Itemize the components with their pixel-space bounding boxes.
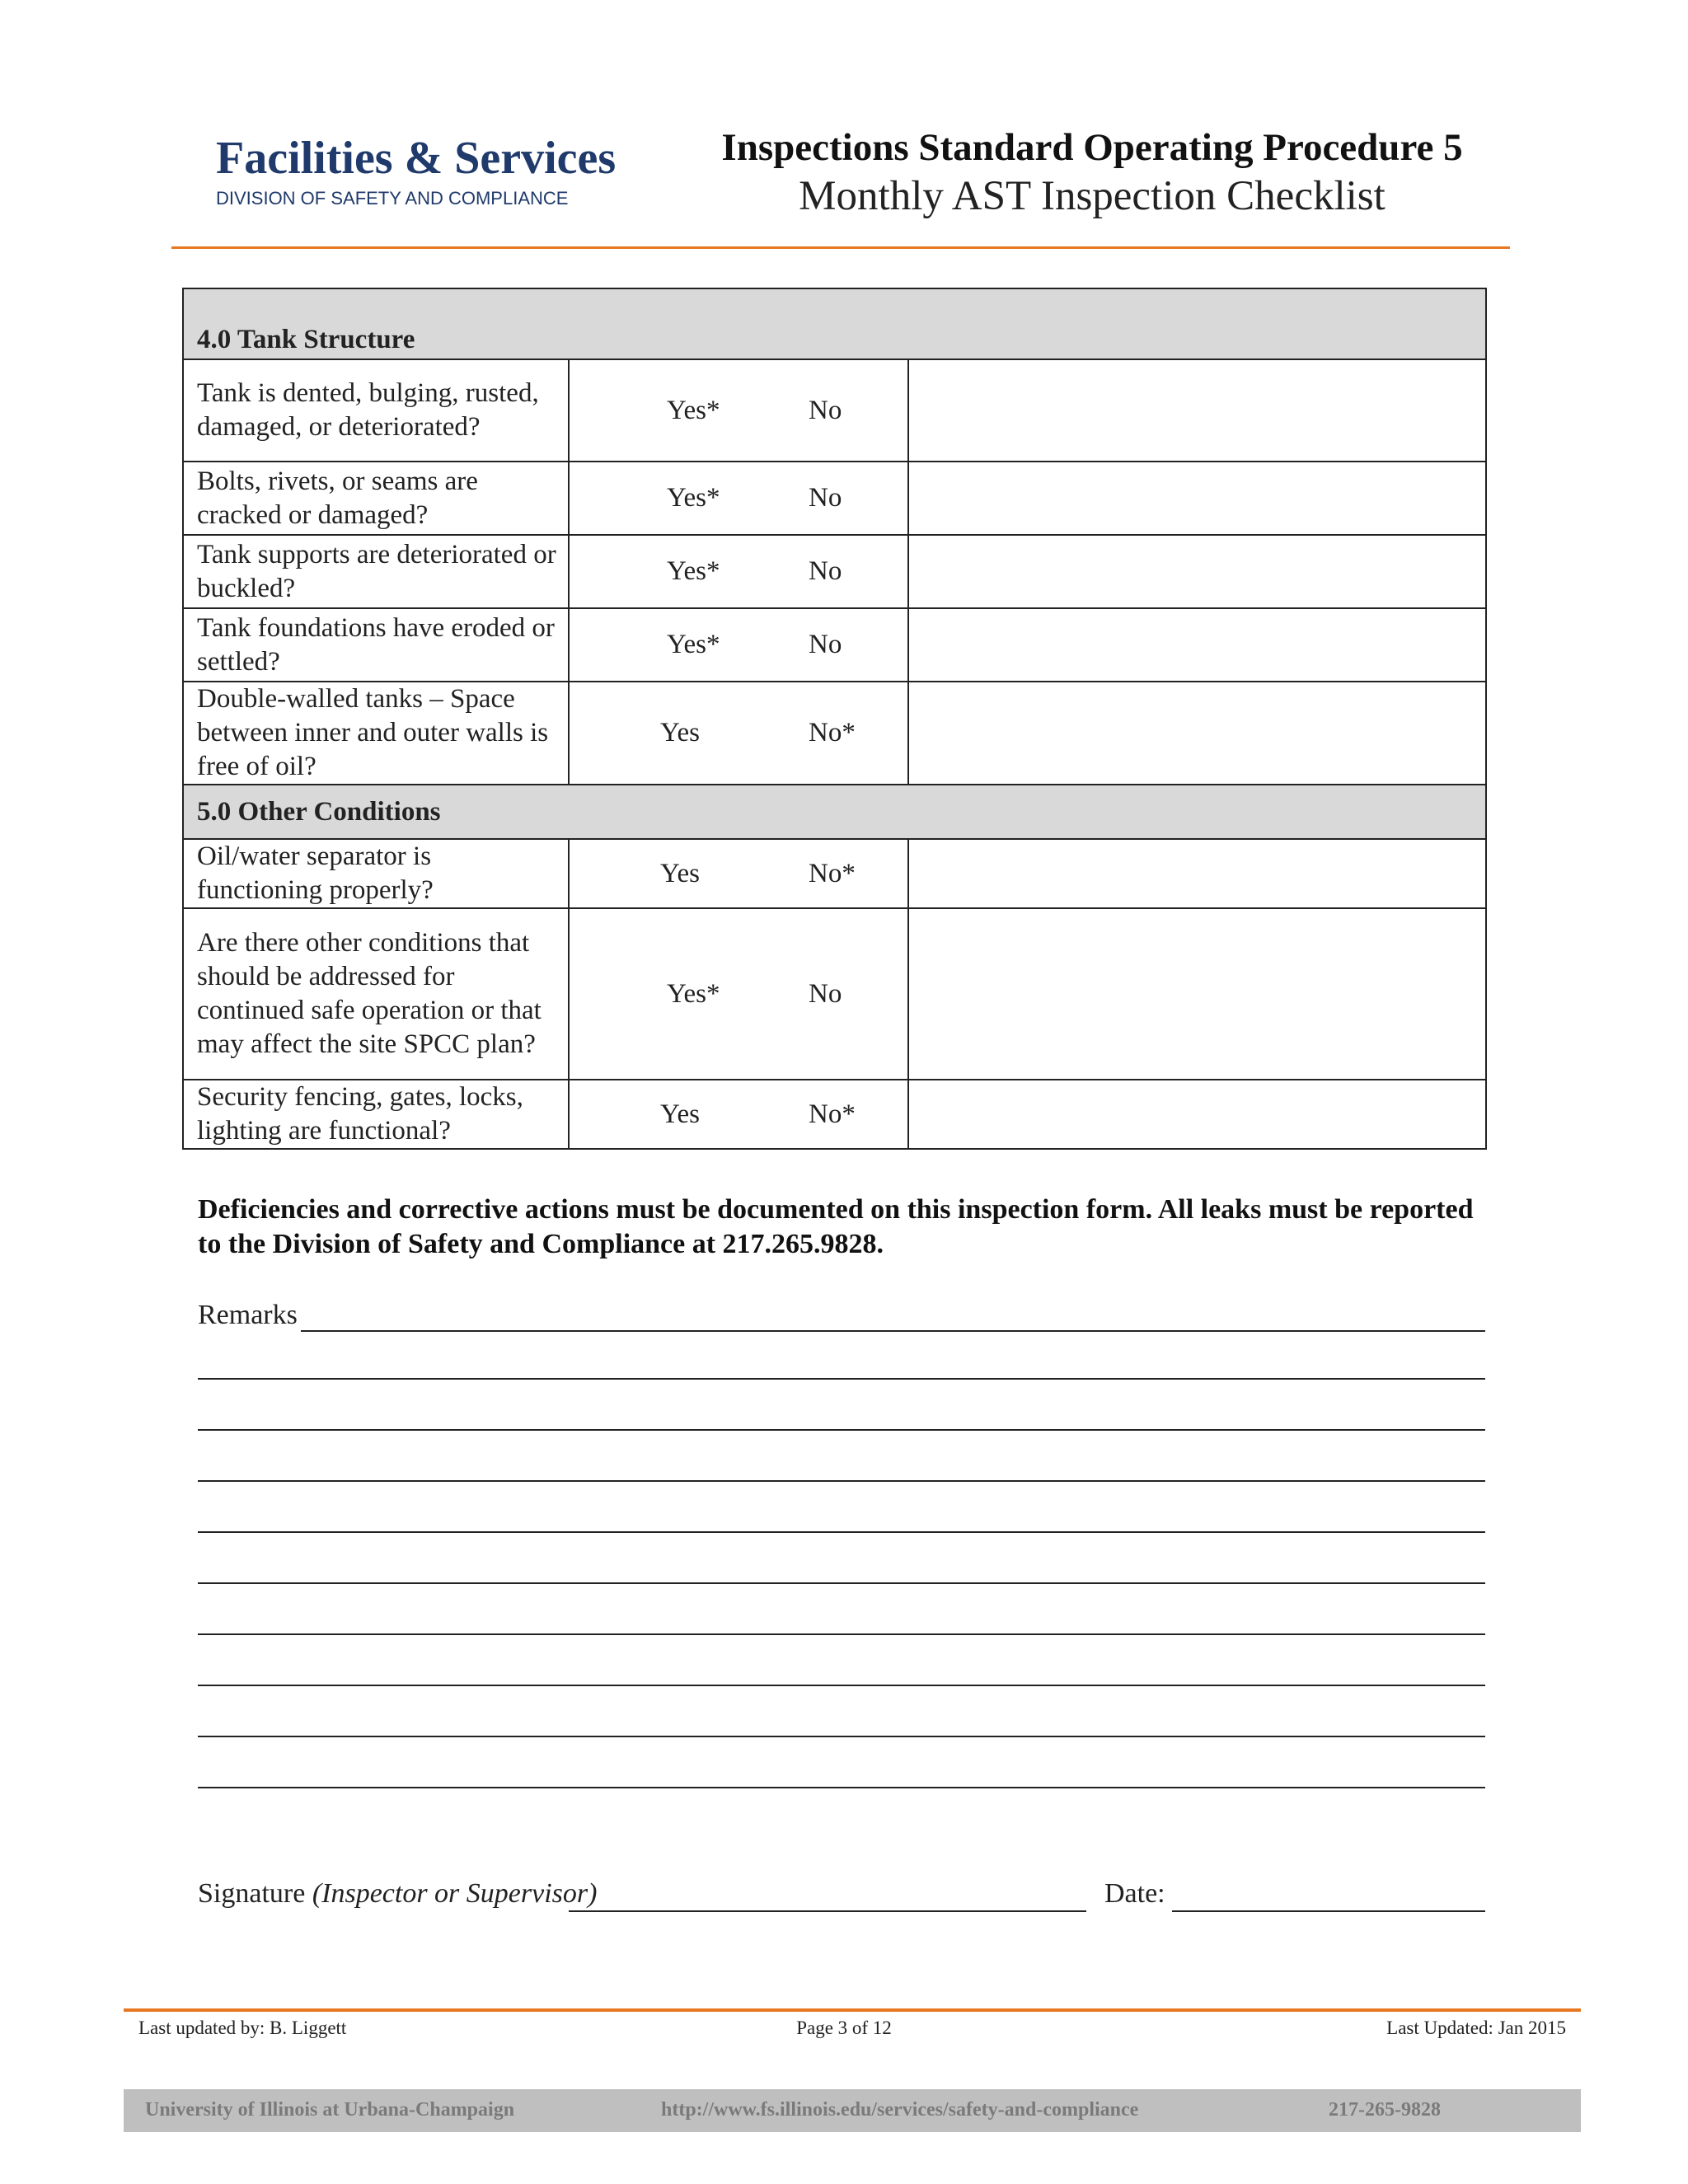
no-option[interactable]: No [809,395,842,425]
footer-divider [124,2008,1581,2012]
yes-option[interactable]: Yes* [667,483,720,513]
signature-row [198,1876,1485,1917]
question-cell: Tank is dented, bulging, rusted, damaged, or deteriorated? [183,359,569,462]
signature-role: (Inspector or Supervisor) [312,1878,598,1909]
deficiency-note: Deficiencies and corrective actions must be documented on this inspection form. All leaks must be reported to the Division of Safety and Compliance at 217.265.9828. [198,1194,1474,1259]
no-option[interactable]: No* [809,1099,856,1129]
signature-label-text: Signature [198,1878,306,1909]
answer-cell [569,359,908,462]
yes-option[interactable]: Yes [660,1099,701,1129]
notes-cell[interactable] [908,908,1486,1080]
table-row [183,1080,1486,1149]
date-field[interactable] [1172,1910,1485,1912]
no-option[interactable]: No [809,483,842,513]
notes-cell[interactable] [908,839,1486,908]
answer-cell [569,462,908,535]
remarks-line[interactable] [301,1302,1485,1332]
notes-cell[interactable] [908,359,1486,462]
table-row [183,908,1486,1080]
no-option[interactable]: No [809,978,842,1009]
answer-cell [569,535,908,608]
remarks-line[interactable] [198,1378,1485,1380]
footer-page-number: Page 3 of 12 [796,2018,892,2038]
table-row [183,682,1486,785]
signature-field[interactable] [569,1910,1086,1912]
question-cell: Are there other conditions that should be addressed for continued safe operation or that may affect the site SPCC plan? [183,908,569,1080]
footer-last-updated: Last Updated: Jan 2015 [1386,2018,1566,2038]
question-cell: Oil/water separator is functioning properly? [183,839,569,908]
remarks-line[interactable] [198,1582,1485,1584]
no-option[interactable]: No* [809,858,856,888]
remarks-line[interactable] [198,1429,1485,1431]
logo-sub-text: DIVISION OF SAFETY AND COMPLIANCE [216,188,569,209]
section-header-row [183,785,1486,839]
yes-option[interactable]: Yes [660,718,701,748]
remarks-line[interactable] [198,1531,1485,1533]
no-option[interactable]: No [809,630,842,659]
footer-contact-bar [124,2089,1581,2132]
document-title [692,124,1492,221]
yes-option[interactable]: Yes* [667,395,720,425]
remarks-line[interactable] [198,1787,1485,1788]
section-title: 5.0 Other Conditions [183,785,1486,839]
remarks-line[interactable] [198,1633,1485,1635]
yes-option[interactable]: Yes* [667,978,720,1009]
no-option[interactable]: No* [809,718,856,748]
title-line-2: Monthly AST Inspection Checklist [799,173,1386,219]
yes-option[interactable]: Yes* [667,556,720,586]
section-title: 4.0 Tank Structure [183,288,1486,359]
logo-main-text: Facilities & Services [216,133,617,184]
yes-option[interactable]: Yes [660,858,701,888]
facilities-services-logo [216,134,678,216]
remarks-line[interactable] [198,1685,1485,1686]
answer-cell [569,682,908,785]
no-option[interactable]: No [809,556,842,586]
answer-cell [569,1080,908,1149]
notes-cell[interactable] [908,535,1486,608]
inspection-checklist-table [182,288,1487,1150]
signature-label [198,1876,597,1912]
table-row [183,462,1486,535]
remarks-label: Remarks [198,1300,298,1330]
header-divider [171,246,1510,249]
question-cell: Security fencing, gates, locks, lighting are functional? [183,1080,569,1149]
footer-updated-by: Last updated by: B. Liggett [138,2018,347,2038]
question-cell: Tank foundations have eroded or settled? [183,608,569,682]
notes-cell[interactable] [908,608,1486,682]
remarks-field[interactable] [198,1296,1485,1332]
section-header-row [183,288,1486,359]
answer-cell [569,839,908,908]
table-row [183,608,1486,682]
notes-cell[interactable] [908,682,1486,785]
notes-cell[interactable] [908,1080,1486,1149]
question-cell: Bolts, rivets, or seams are cracked or damaged? [183,462,569,535]
question-cell: Tank supports are deteriorated or buckled? [183,535,569,608]
answer-cell [569,908,908,1080]
notes-cell[interactable] [908,462,1486,535]
table-row [183,359,1486,462]
remarks-line[interactable] [198,1736,1485,1737]
title-line-1: Inspections Standard Operating Procedure 5 [721,126,1463,169]
footer-phone: 217-265-9828 [1329,2099,1441,2121]
footer-university: University of Illinois at Urbana-Champaign [145,2099,515,2121]
footer-url[interactable]: http://www.fs.illinois.edu/services/safety-and-compliance [661,2099,1139,2121]
yes-option[interactable]: Yes* [667,630,720,659]
table-row [183,839,1486,908]
date-label: Date: [1104,1878,1165,1909]
table-row [183,535,1486,608]
question-cell: Double-walled tanks – Space between inner and outer walls is free of oil? [183,682,569,785]
remarks-line[interactable] [198,1480,1485,1482]
answer-cell [569,608,908,682]
